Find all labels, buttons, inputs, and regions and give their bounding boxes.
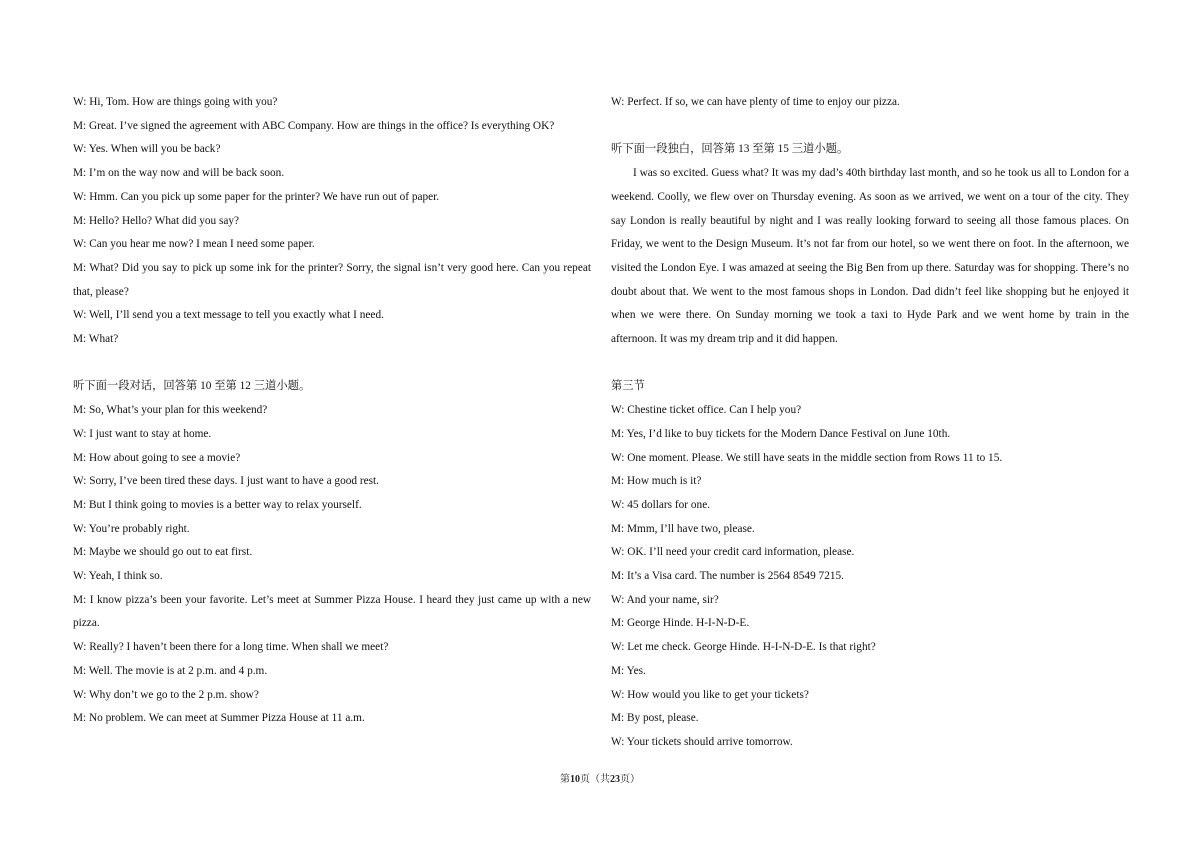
dialogue-line: M: What?: [73, 333, 119, 346]
dialogue-line: W: Yes. When will you be back?: [73, 143, 221, 156]
dialogue-line: M: But I think going to movies is a better way to relax yourself.: [73, 498, 362, 511]
dialogue-line: W: Hmm. Can you pick up some paper for the printer? We have run out of paper.: [73, 190, 440, 203]
dialogue-line: W: Sorry, I’ve been tired these days. I just want to have a good rest.: [73, 475, 379, 488]
dialogue-line: M: What? Did you say to pick up some ink for the printer? Sorry, the signal isn’t very good here. Can you repeat that, please?: [73, 261, 591, 298]
monologue-paragraph: I was so excited. Guess what? It was my dad’s 40th birthday last month, and so he took us all to London for a weekend. Coolly, we flew over on Thursday evening. As soon as we arrived, we went on a tour of the city. They say London is really beautiful by night and I was really looking forward to seeing all those famous places. On Friday, we went to the Design Museum. It’s not far from our hotel, so we went there on foot. In the afternoon, we visited the London Eye. I was amazed at seeing the Big Ben from up there. Saturday was for shopping. There’s no doubt about that. We went to the most famous shops in London. Dad didn’t feel like shopping but he enjoyed it when we were there. On Sunday morning we took a taxi to Hyde Park and we went home by train in the afternoon. It was my dream trip and it did happen.: [611, 167, 1129, 346]
left-column: [73, 91, 591, 731]
dialogue-line: W: Can you hear me now? I mean I need some paper.: [73, 238, 315, 251]
dialogue-line: W: 45 dollars for one.: [611, 498, 711, 511]
section-heading: 第三节: [611, 380, 645, 393]
footer-total-pages: 23: [610, 774, 620, 785]
dialogue-line: M: It’s a Visa card. The number is 2564 8549 7215.: [611, 570, 844, 583]
dialogue-line: W: Chestine ticket office. Can I help you?: [611, 404, 802, 417]
footer-middle: 页（共: [580, 774, 610, 785]
dialogue-line: W: And your name, sir?: [611, 593, 719, 606]
spacer: [611, 115, 1129, 139]
dialogue-line: W: You’re probably right.: [73, 522, 190, 535]
dialogue-line: W: How would you like to get your tickets?: [611, 688, 809, 701]
dialogue-line: M: Yes, I’d like to buy tickets for the Modern Dance Festival on June 10th.: [611, 427, 951, 440]
dialogue-line: W: One moment. Please. We still have seats in the middle section from Rows 11 to 15.: [611, 451, 1003, 464]
dialogue-line: W: Hi, Tom. How are things going with you?: [73, 96, 278, 108]
footer-page-number: 10: [570, 774, 580, 785]
dialogue-line: M: Well. The movie is at 2 p.m. and 4 p.m.: [73, 664, 268, 677]
dialogue-line: M: No problem. We can meet at Summer Pizza House at 11 a.m.: [73, 712, 365, 725]
page-footer: [0, 773, 1200, 787]
dialogue-ticket-office: [611, 399, 1129, 755]
dialogue-line: M: I know pizza’s been your favorite. Let’s meet at Summer Pizza House. I heard they just came up with a new pizza.: [73, 593, 591, 630]
footer-prefix: 第: [560, 774, 570, 785]
spacer: [611, 352, 1129, 376]
dialogue-line: M: How much is it?: [611, 475, 702, 488]
dialogue-line: M: By post, please.: [611, 712, 699, 725]
dialogue-line: W: Perfect. If so, we can have plenty of time to enjoy our pizza.: [611, 96, 900, 108]
dialogue-line: W: Why don’t we go to the 2 p.m. show?: [73, 688, 259, 701]
dialogue-weekend-plan: [73, 399, 591, 731]
dialogue-line: M: Yes.: [611, 664, 646, 677]
dialogue-line: W: Let me check. George Hinde. H-I-N-D-E. Is that right?: [611, 641, 876, 654]
spacer: [73, 352, 591, 376]
dialogue-line: W: Really? I haven’t been there for a long time. When shall we meet?: [73, 641, 389, 654]
dialogue-line: W: Well, I’ll send you a text message to tell you exactly what I need.: [73, 309, 384, 322]
dialogue-line: M: Great. I’ve signed the agreement with ABC Company. How are things in the office? Is everything OK?: [73, 119, 555, 132]
dialogue-line: M: Hello? Hello? What did you say?: [73, 214, 240, 227]
dialogue-line: W: Your tickets should arrive tomorrow.: [611, 735, 793, 748]
section-instruction: 听下面一段独白，回答第 13 至第 15 三道小题。: [611, 143, 849, 156]
section-instruction: 听下面一段对话，回答第 10 至第 12 三道小题。: [73, 380, 311, 393]
right-column: [611, 91, 1129, 755]
dialogue-line: W: Yeah, I think so.: [73, 570, 163, 583]
dialogue-line: M: Mmm, I’ll have two, please.: [611, 522, 755, 535]
dialogue-line: M: I’m on the way now and will be back soon.: [73, 167, 285, 180]
dialogue-office-call: [73, 91, 591, 352]
footer-suffix: 页）: [620, 774, 640, 785]
dialogue-line: M: Maybe we should go out to eat first.: [73, 546, 253, 559]
dialogue-line: M: So, What’s your plan for this weekend?: [73, 404, 268, 417]
dialogue-line: M: George Hinde. H-I-N-D-E.: [611, 617, 750, 630]
dialogue-line: W: I just want to stay at home.: [73, 427, 212, 440]
dialogue-line: W: OK. I’ll need your credit card information, please.: [611, 546, 855, 559]
dialogue-line: M: How about going to see a movie?: [73, 451, 241, 464]
